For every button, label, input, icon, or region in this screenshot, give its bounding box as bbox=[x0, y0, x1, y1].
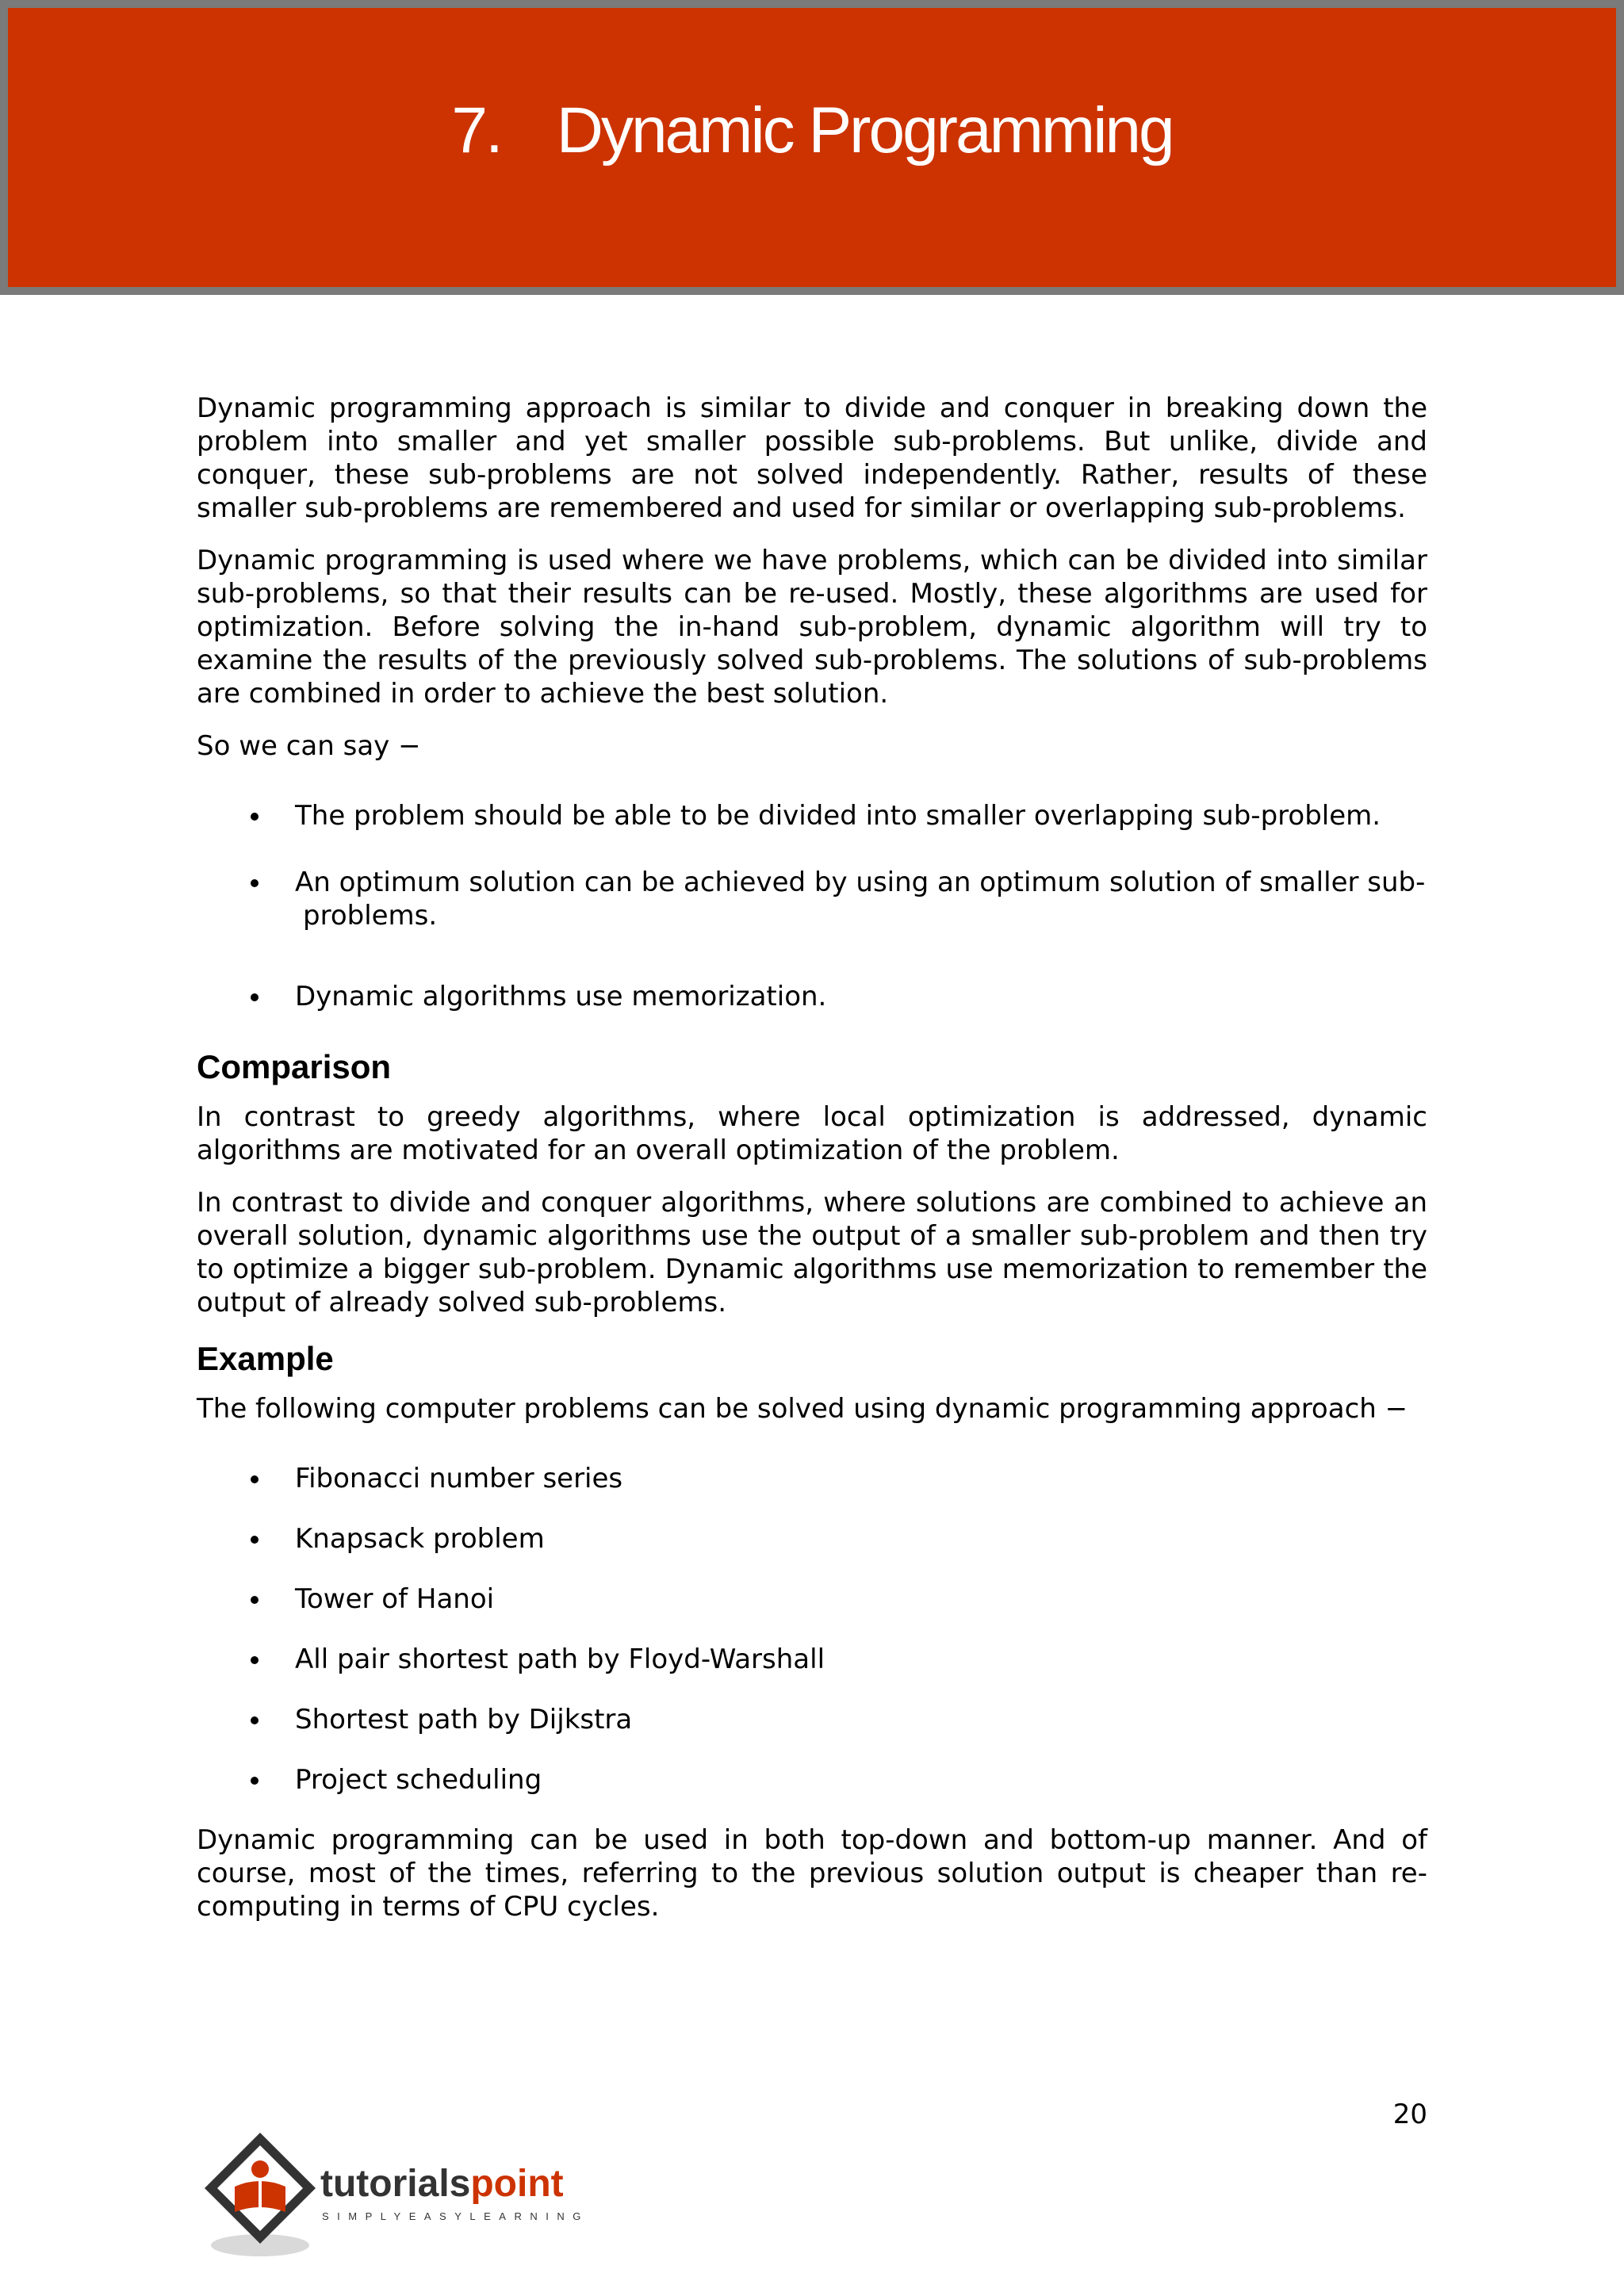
intro-paragraph-1: Dynamic programming approach is similar to divide and conquer in breaking down the problem into smaller and yet smaller possible sub-problems. But unlike, divide and conquer, these sub-problems are not solved independently. Rather, results of these smaller sub-problems are remembered and used for similar or overlapping sub-problems. bbox=[197, 392, 1427, 524]
logo-tagline: SIMPLYEASYLEARNING bbox=[322, 2210, 589, 2222]
chapter-number: 7. bbox=[451, 94, 501, 166]
chapter-title-text: Dynamic Programming bbox=[556, 94, 1173, 166]
example-heading: Example bbox=[197, 1340, 334, 1377]
bullet-icon bbox=[251, 1536, 259, 1544]
list-item-text-continued: problems. bbox=[303, 900, 438, 932]
logo-head-icon bbox=[251, 2160, 269, 2178]
bullet-icon bbox=[251, 813, 259, 821]
bullet-icon bbox=[251, 1596, 259, 1604]
tutorialspoint-logo bbox=[195, 2130, 639, 2264]
bullet-icon bbox=[251, 1777, 259, 1785]
properties-list bbox=[197, 799, 1427, 1013]
list-item bbox=[197, 1643, 1427, 1676]
list-item-text: All pair shortest path by Floyd-Warshall bbox=[295, 1644, 825, 1675]
logo-text-tutorials: tutorials bbox=[320, 2163, 471, 2205]
intro-paragraph-2: Dynamic programming is used where we have problems, which can be divided into similar sub-problems, so that their results can be re-used. Mostly, these algorithms are used for optimization. Before solving the in-hand sub-problem, dynamic algorithm will try to examine the results of the previously solved sub-problems. The solutions of sub-problems are combined in order to achieve the best solution. bbox=[197, 545, 1427, 710]
intro-lead-in: So we can say − bbox=[197, 730, 421, 762]
bullet-icon bbox=[251, 1475, 259, 1483]
list-item-text: The problem should be able to be divided into smaller overlapping sub-problem. bbox=[295, 800, 1381, 832]
page-content bbox=[197, 392, 1427, 1942]
list-item bbox=[197, 1462, 1427, 1495]
example-closing-paragraph: Dynamic programming can be used in both top-down and bottom-up manner. And of course, most of the times, referring to the previous solution output is cheaper than re-computing in terms of CPU cycles. bbox=[197, 1824, 1427, 1923]
comparison-paragraph-2: In contrast to divide and conquer algorithms, where solutions are combined to achieve an overall solution, dynamic algorithms use the output of a smaller sub-problem and then try to optimize a bigger sub-problem. Dynamic algorithms use memorization to remember the output of already solved sub-problems. bbox=[197, 1187, 1427, 1318]
list-item bbox=[197, 866, 1427, 932]
list-item bbox=[197, 1522, 1427, 1556]
list-item-text: Shortest path by Dijkstra bbox=[295, 1704, 633, 1735]
page-number: 20 bbox=[1392, 2099, 1427, 2130]
list-item-text: Project scheduling bbox=[295, 1764, 542, 1796]
example-lead-in: The following computer problems can be solved using dynamic programming approach − bbox=[197, 1393, 1408, 1425]
list-item bbox=[197, 1703, 1427, 1736]
logo-text-point: point bbox=[470, 2163, 564, 2205]
list-item-text: Tower of Hanoi bbox=[295, 1583, 495, 1615]
list-item-text: Dynamic algorithms use memorization. bbox=[295, 981, 827, 1012]
chapter-title bbox=[8, 94, 1616, 168]
bullet-icon bbox=[251, 993, 259, 1001]
list-item bbox=[197, 980, 1427, 1013]
comparison-paragraph-1: In contrast to greedy algorithms, where local optimization is addressed, dynamic algorithms are motivated for an overall optimization of the problem. bbox=[197, 1101, 1427, 1166]
comparison-heading: Comparison bbox=[197, 1048, 392, 1085]
chapter-banner bbox=[0, 0, 1624, 295]
list-item bbox=[197, 799, 1427, 832]
logo-wordmark bbox=[320, 2163, 564, 2205]
example-list bbox=[197, 1462, 1427, 1797]
list-item bbox=[197, 1763, 1427, 1797]
list-item bbox=[197, 1582, 1427, 1616]
list-item-text: An optimum solution can be achieved by using an optimum solution of smaller sub- bbox=[295, 867, 1426, 898]
list-item-text: Fibonacci number series bbox=[295, 1463, 623, 1494]
bullet-icon bbox=[251, 879, 259, 887]
bullet-icon bbox=[251, 1716, 259, 1724]
list-item-text: Knapsack problem bbox=[295, 1523, 545, 1555]
bullet-icon bbox=[251, 1656, 259, 1664]
